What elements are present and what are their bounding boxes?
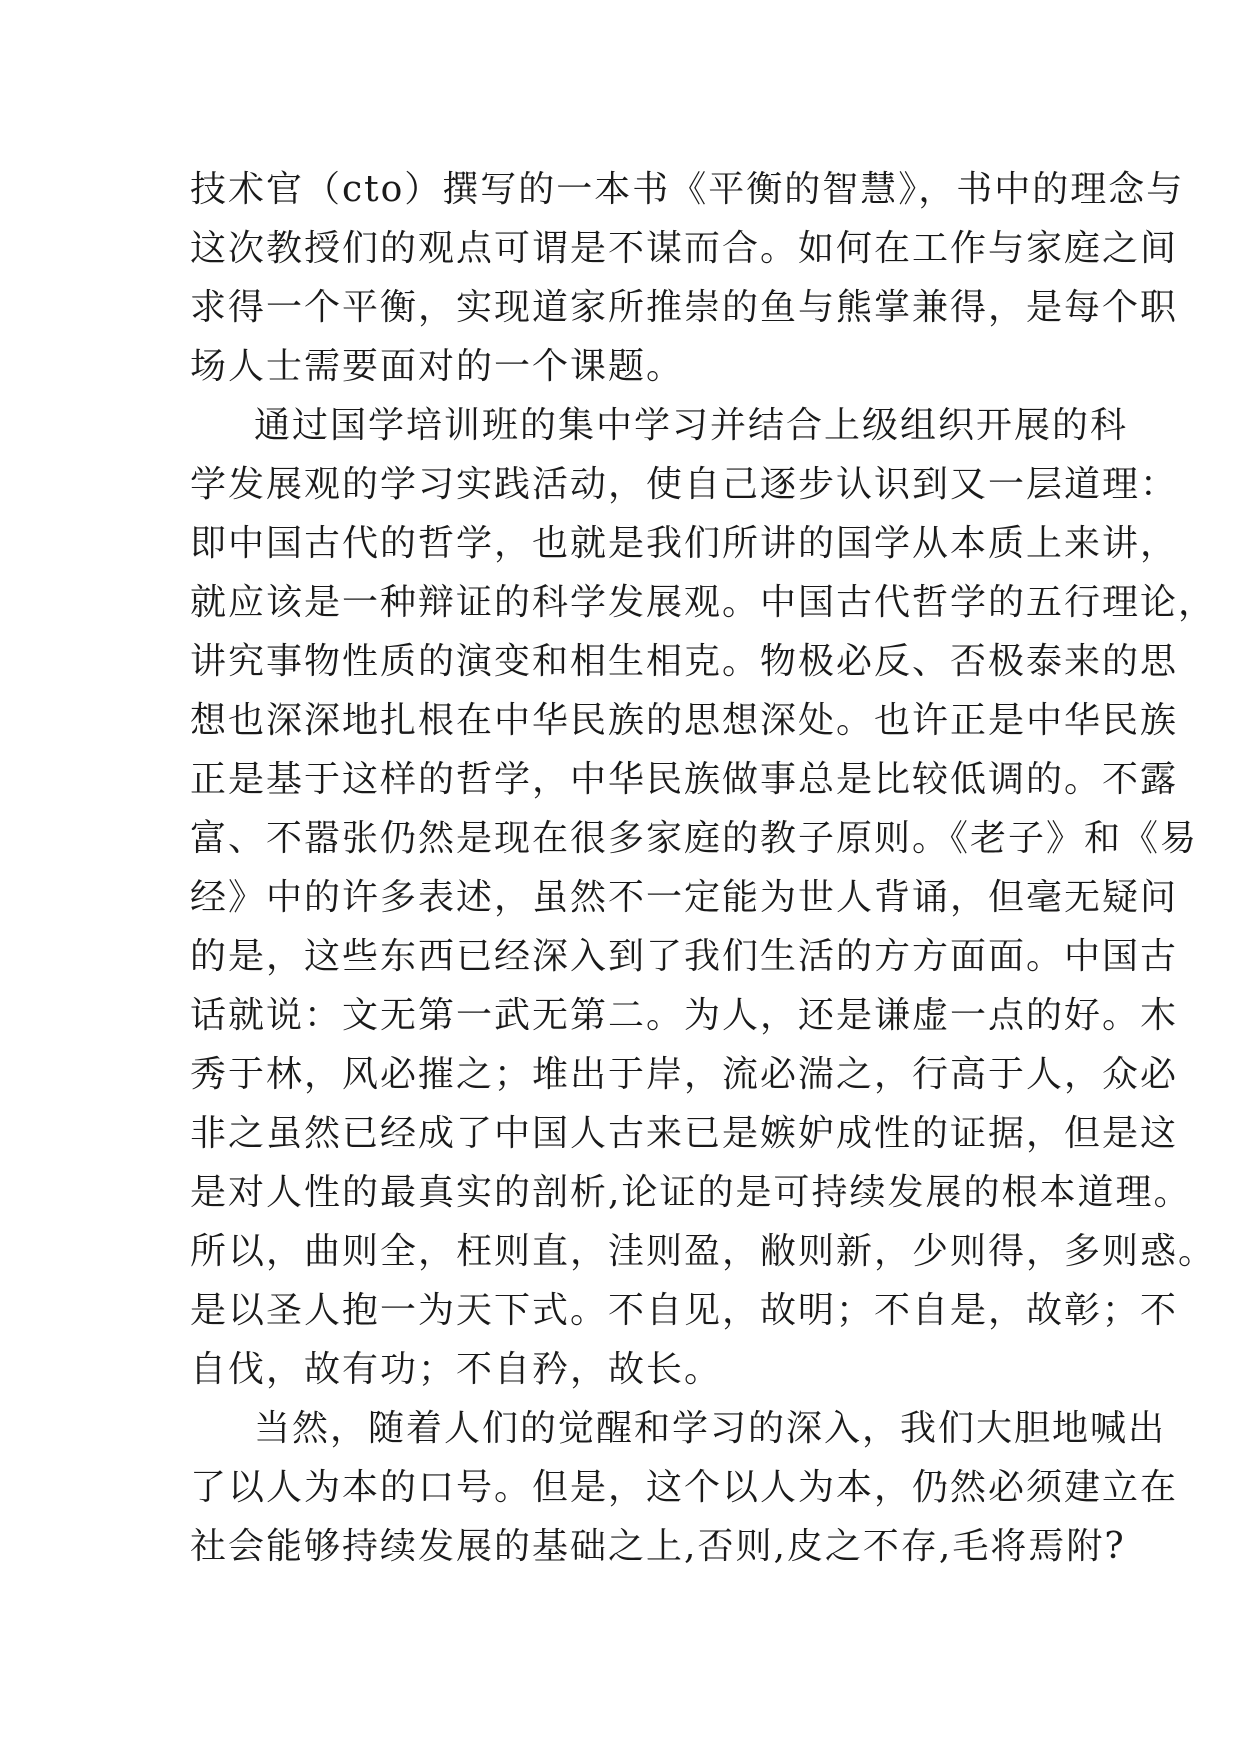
text-line: 正是基于这样的哲学，中华民族做事总是比较低调的。不露 — [190, 759, 1179, 800]
text-line: 是以圣人抱一为天下式。不自见，故明；不自是，故彰；不 — [190, 1290, 1179, 1331]
text-line: 当然，随着人们的觉醒和学习的深入，我们大胆地喊出 — [254, 1408, 1167, 1449]
text-line: 想也深深地扎根在中华民族的思想深处。也许正是中华民族 — [190, 700, 1179, 741]
text-line: 讲究事物性质的演变和相生相克。物极必反、否极泰来的思 — [190, 641, 1179, 682]
text-line: 了以人为本的口号。但是，这个以人为本，仍然必须建立在 — [190, 1467, 1179, 1508]
text-line: 经》中的许多表述，虽然不一定能为世人背诵，但毫无疑问 — [190, 877, 1179, 918]
paragraph — [190, 396, 1217, 1399]
text-line: 技术官（cto）撰写的一本书《平衡的智慧》，书中的理念与 — [190, 169, 1185, 210]
text-line: 这次教授们的观点可谓是不谋而合。如何在工作与家庭之间 — [190, 228, 1179, 269]
text-line: 非之虽然已经成了中国人古来已是嫉妒成性的证据，但是这 — [190, 1113, 1179, 1154]
text-line: 是对人性的最真实的剖析,论证的是可持续发展的根本道理。 — [190, 1172, 1192, 1213]
text-line: 就应该是一种辩证的科学发展观。中国古代哲学的五行理论， — [190, 582, 1217, 623]
paragraph — [190, 160, 1185, 396]
text-line: 富、不嚣张仍然是现在很多家庭的教子原则。《老子》和《易 — [190, 818, 1199, 859]
text-line: 学发展观的学习实践活动，使自己逐步认识到又一层道理： — [190, 464, 1179, 505]
text-line: 场人士需要面对的一个课题。 — [190, 346, 685, 387]
text-line: 秀于林，风必摧之；堆出于岸，流必湍之，行高于人，众必 — [190, 1054, 1179, 1095]
text-line: 的是，这些东西已经深入到了我们生活的方方面面。中国古 — [190, 936, 1179, 977]
text-line: 社会能够持续发展的基础之上,否则,皮之不存,毛将焉附? — [190, 1526, 1126, 1567]
text-line: 自伐，故有功；不自矜，故长。 — [190, 1349, 723, 1390]
document-body — [190, 160, 1217, 1576]
text-line: 通过国学培训班的集中学习并结合上级组织开展的科 — [254, 405, 1129, 446]
text-line: 所以，曲则全，枉则直，洼则盈，敝则新，少则得，多则惑。 — [190, 1231, 1217, 1272]
text-line: 话就说：文无第一武无第二。为人，还是谦虚一点的好。木 — [190, 995, 1179, 1036]
paragraph — [190, 1399, 1179, 1576]
text-line: 求得一个平衡，实现道家所推崇的鱼与熊掌兼得，是每个职 — [190, 287, 1179, 328]
text-line: 即中国古代的哲学，也就是我们所讲的国学从本质上来讲， — [190, 523, 1179, 564]
